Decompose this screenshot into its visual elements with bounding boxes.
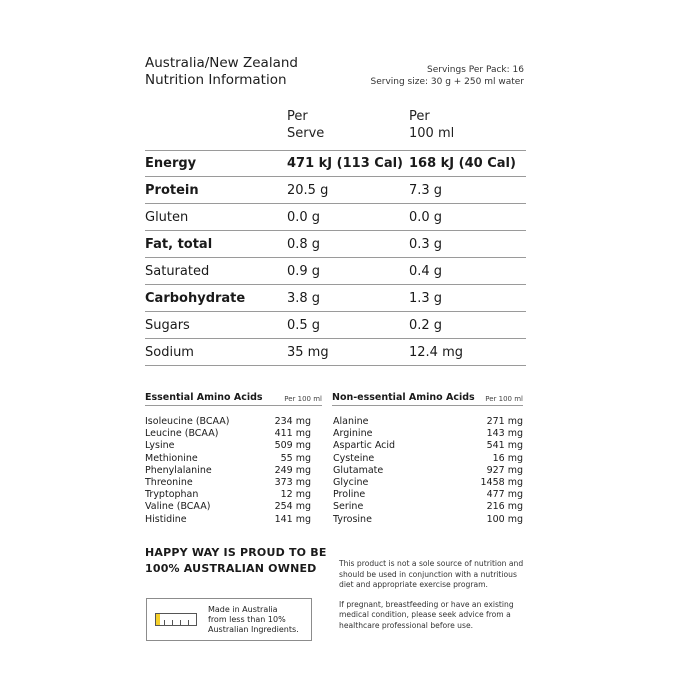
amino-name: Leucine (BCAA) xyxy=(145,428,219,440)
column-header-per-100ml xyxy=(409,108,454,142)
amino-value: 249 mg xyxy=(274,464,311,476)
amino-name: Tyrosine xyxy=(333,513,372,525)
amino-value: 100 mg xyxy=(486,513,523,525)
per-100ml-value: 168 kJ (40 Cal) xyxy=(409,156,516,171)
list-item xyxy=(333,453,523,465)
essential-amino-header xyxy=(145,391,322,406)
nutrient-name: Sugars xyxy=(145,317,190,333)
made-in-australia-badge xyxy=(146,598,312,641)
servings-per-pack: Servings Per Pack: 16 xyxy=(427,65,524,75)
per-100ml-value: 0.2 g xyxy=(409,317,443,333)
made-in-line-1: Made in Australia xyxy=(208,604,278,614)
essential-amino-heading: Essential Amino Acids xyxy=(145,392,263,403)
amino-name: Proline xyxy=(333,489,366,501)
amino-name: Alanine xyxy=(333,416,369,427)
made-in-australia-text xyxy=(208,605,299,635)
australian-owned-statement xyxy=(145,545,327,577)
list-item xyxy=(145,501,311,513)
per-100ml-value: 1.3 g xyxy=(409,290,443,306)
nonessential-amino-heading: Non-essential Amino Acids xyxy=(332,392,475,403)
title-line-1: Australia/New Zealand xyxy=(145,55,298,71)
list-item xyxy=(333,477,523,489)
made-in-line-2: from less than 10% xyxy=(208,614,286,624)
amino-value: 16 mg xyxy=(492,452,523,464)
per-100ml-value: 0.3 g xyxy=(409,236,443,252)
ingredient-percentage-fill xyxy=(156,614,160,625)
column-header-per-100ml-line2: 100 ml xyxy=(409,126,455,141)
nutrient-name: Sodium xyxy=(145,344,194,360)
per-100ml-value: 0.0 g xyxy=(409,209,443,225)
amino-value: 216 mg xyxy=(486,501,523,513)
serving-info xyxy=(371,64,525,88)
amino-name: Arginine xyxy=(333,428,373,440)
amino-value: 477 mg xyxy=(486,489,523,501)
amino-value: 234 mg xyxy=(274,416,311,427)
nutrient-name: Protein xyxy=(145,182,199,198)
amino-value: 55 mg xyxy=(280,452,311,464)
amino-value: 254 mg xyxy=(274,501,311,513)
list-item xyxy=(145,477,311,489)
essential-amino-unit: Per 100 ml xyxy=(284,395,322,403)
nonessential-amino-unit: Per 100 ml xyxy=(485,395,523,403)
column-header-per-serve-line2: Serve xyxy=(287,126,325,141)
amino-name: Methionine xyxy=(145,452,198,464)
bar-tick xyxy=(172,620,173,625)
amino-value: 141 mg xyxy=(274,513,311,525)
nutrition-table xyxy=(145,150,526,366)
list-item xyxy=(145,416,311,428)
list-item xyxy=(145,514,311,526)
list-item xyxy=(333,440,523,452)
amino-value: 143 mg xyxy=(486,428,523,440)
amino-name: Phenylalanine xyxy=(145,464,212,476)
list-item xyxy=(333,465,523,477)
list-item xyxy=(333,416,523,428)
proud-line-2: 100% AUSTRALIAN OWNED xyxy=(145,562,317,575)
amino-name: Glutamate xyxy=(333,464,384,476)
column-header-per-serve xyxy=(287,108,324,142)
nutrition-row-saturated xyxy=(145,258,526,285)
serving-size: Serving size: 30 g + 250 ml water xyxy=(370,77,524,87)
per-serve-value: 0.0 g xyxy=(287,209,321,225)
nutrient-name: Fat, total xyxy=(145,236,213,252)
amino-value: 411 mg xyxy=(274,428,311,440)
amino-value: 509 mg xyxy=(274,440,311,452)
per-100ml-value: 0.4 g xyxy=(409,263,443,279)
per-serve-value: 35 mg xyxy=(287,344,329,360)
per-serve-value: 3.8 g xyxy=(287,290,321,306)
bar-tick xyxy=(188,620,189,625)
nutrition-row-energy xyxy=(145,150,526,177)
amino-name: Valine (BCAA) xyxy=(145,501,211,513)
nonessential-amino-list xyxy=(333,416,523,526)
per-100ml-value: 12.4 mg xyxy=(409,344,463,360)
nutrient-name: Saturated xyxy=(145,263,210,279)
per-serve-value: 20.5 g xyxy=(287,182,329,198)
amino-name: Lysine xyxy=(145,440,175,452)
title-line-2: Nutrition Information xyxy=(145,72,287,88)
proud-line-1: HAPPY WAY IS PROUD TO BE xyxy=(145,546,327,559)
per-serve-value: 471 kJ (113 Cal) xyxy=(287,156,403,171)
per-serve-value: 0.5 g xyxy=(287,317,321,333)
column-header-per-serve-line1: Per xyxy=(287,109,308,124)
ingredient-percentage-bar xyxy=(155,613,197,626)
amino-value: 12 mg xyxy=(280,489,311,501)
nutrition-row-gluten xyxy=(145,204,526,231)
disclaimer-paragraph-1: This product is not a sole source of nutrition and should be used in conjunction with a nutritious diet and appropriate exercise program. xyxy=(339,559,524,589)
made-in-line-3: Australian Ingredients. xyxy=(208,624,299,634)
amino-value: 373 mg xyxy=(274,477,311,489)
disclaimer xyxy=(339,559,529,640)
essential-amino-list xyxy=(145,416,311,526)
nutrient-name: Energy xyxy=(145,156,197,171)
amino-value: 1458 mg xyxy=(480,477,523,489)
amino-name: Aspartic Acid xyxy=(333,440,396,452)
nutrient-name: Carbohydrate xyxy=(145,290,246,306)
amino-name: Tryptophan xyxy=(145,489,199,501)
nutrition-row-sodium xyxy=(145,339,526,366)
list-item xyxy=(145,440,311,452)
column-header-per-100ml-line1: Per xyxy=(409,109,430,124)
list-item xyxy=(333,428,523,440)
nutrition-row-carbohydrate xyxy=(145,285,526,312)
amino-value: 541 mg xyxy=(486,440,523,452)
amino-value: 927 mg xyxy=(486,464,523,476)
nonessential-amino-header xyxy=(332,391,523,406)
nutrient-name: Gluten xyxy=(145,209,189,225)
list-item xyxy=(333,489,523,501)
list-item xyxy=(145,465,311,477)
nutrition-row-sugars xyxy=(145,312,526,339)
bar-tick xyxy=(180,620,181,625)
panel-title xyxy=(145,55,298,89)
amino-name: Serine xyxy=(333,501,364,513)
amino-value: 271 mg xyxy=(486,416,523,427)
per-serve-value: 0.9 g xyxy=(287,263,321,279)
list-item xyxy=(145,453,311,465)
amino-name: Threonine xyxy=(145,477,193,489)
list-item xyxy=(145,489,311,501)
list-item xyxy=(145,428,311,440)
nutrition-row-protein xyxy=(145,177,526,204)
amino-name: Glycine xyxy=(333,477,369,489)
list-item xyxy=(333,514,523,526)
per-100ml-value: 7.3 g xyxy=(409,182,443,198)
amino-name: Cysteine xyxy=(333,452,375,464)
list-item xyxy=(333,501,523,513)
amino-name: Isoleucine (BCAA) xyxy=(145,416,230,427)
per-serve-value: 0.8 g xyxy=(287,236,321,252)
amino-name: Histidine xyxy=(145,513,187,525)
nutrition-row-fat-total xyxy=(145,231,526,258)
bar-tick xyxy=(164,620,165,625)
disclaimer-paragraph-2: If pregnant, breastfeeding or have an existing medical condition, please seek advice from a healthcare professional before use. xyxy=(339,599,514,630)
